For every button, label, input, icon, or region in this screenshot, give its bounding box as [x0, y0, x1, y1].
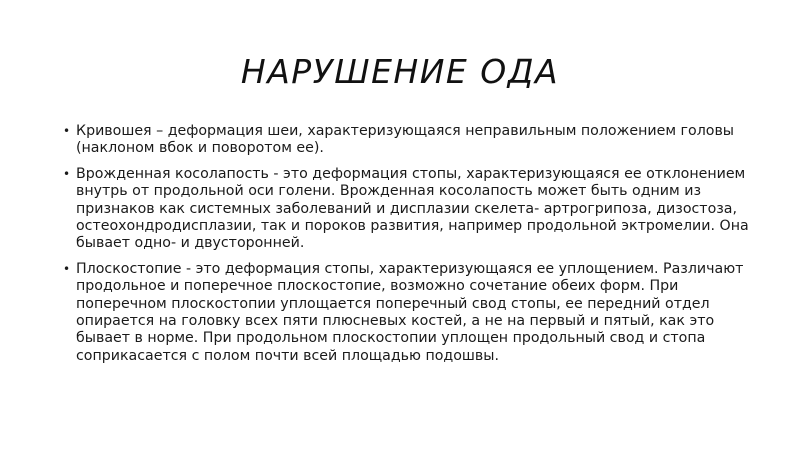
bullet-text: Плоскостопие - это деформация стопы, характеризующаяся ее уплощением. Различают продольное и поперечное плоскостопие, возможно сочетание обеих форм. При поперечном плоскостопии уплощается поперечный свод стопы, ее передний отдел опирается на головку всех пяти плюсневых костей, а не на первый и пятый, как это бывает в норме. При продольном плоскостопии уплощен продольный свод и стопа соприкасается с полом почти всей площадью подошвы. — [76, 261, 744, 364]
bullet-marker: • — [63, 167, 71, 182]
bullet-item-flatfoot — [63, 261, 753, 365]
bullet-item-clubfoot — [63, 166, 753, 252]
bullet-marker: • — [63, 262, 71, 277]
bullet-text: Кривошея – деформация шеи, характеризующаяся неправильным положением головы (наклоном вбок и поворотом ее). — [76, 123, 735, 157]
bullet-list — [63, 123, 753, 373]
bullet-item-torticollis — [63, 123, 753, 158]
slide-title: НАРУШЕНИЕ ОДА — [240, 52, 560, 91]
bullet-text: Врожденная косолапость - это деформация стопы, характеризующаяся ее отклонением внутрь от продольной оси голени. Врожденная косолапость может быть одним из признаков как системных заболеваний и дисплазии скелета- артрогрипоза, дизостоза, остеохондродисплазии, так и пороков развития, например продольной эктромелии. Она бывает одно- и двусторонней. — [76, 166, 749, 252]
bullet-marker: • — [63, 124, 71, 138]
